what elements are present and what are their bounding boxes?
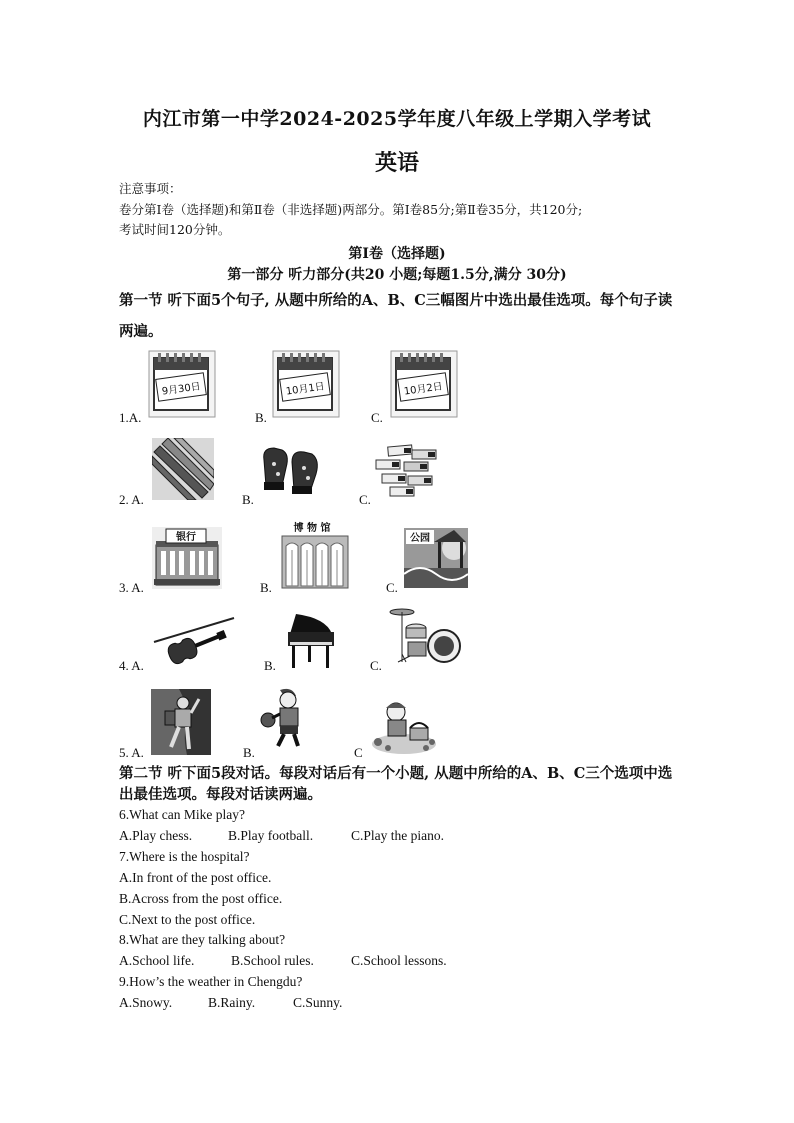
q4-label-b: B. (264, 658, 276, 673)
notes-heading: 注意事项： (119, 181, 182, 196)
q4-label-a: 4. A. (119, 658, 144, 673)
bank-icon (152, 527, 222, 589)
q6-option-b: B.Play football. (228, 828, 314, 843)
q6-stem: 6.What can Mike play? (119, 807, 245, 822)
bank-sign: 银行 (176, 532, 196, 543)
q2-label-a: 2. A. (119, 492, 144, 507)
calendar-icon (148, 350, 216, 418)
drums-icon (388, 606, 462, 666)
q6-option-a: A.Play chess. (119, 828, 193, 843)
piano-icon (286, 612, 336, 670)
museum-sign: 博 物 馆 (293, 523, 331, 534)
calendar-date-c: 10月2日 (403, 381, 444, 398)
park-icon (404, 528, 468, 588)
q3-label-c: C. (386, 580, 398, 595)
q7-option-b: B.Across from the post office. (119, 891, 283, 906)
q8-option-a: A.School life. (119, 953, 195, 968)
q9-option-b: B.Rainy. (208, 995, 256, 1010)
park-sign: 公园 (410, 533, 430, 544)
calendar-date-b: 10月1日 (285, 381, 326, 398)
q7-stem: 7.Where is the hospital? (119, 849, 250, 864)
q3-label-a: 3. A. (119, 580, 144, 595)
q5-label-b: B. (243, 745, 255, 760)
q5-label-a: 5. A. (119, 745, 144, 760)
q1-label-c: C. (371, 410, 383, 425)
q2-label-c: C. (359, 492, 371, 507)
q8-stem: 8.What are they talking about? (119, 932, 286, 947)
q4-label-c: C. (370, 658, 382, 673)
q1-label-b: B. (255, 410, 267, 425)
q7-option-a: A.In front of the post office. (119, 870, 272, 885)
q8-option-c: C.School lessons. (351, 953, 447, 968)
q6-option-c: C.Play the piano. (351, 828, 444, 843)
picnic-icon (370, 696, 436, 756)
notes-line-2: 考试时间120分钟。 (119, 222, 231, 237)
q7-option-c: C.Next to the post office. (119, 912, 256, 927)
climbing-icon (151, 689, 211, 755)
exam-title: 内江市第一中学2024-2025学年度八年级上学期入学考试 (142, 108, 652, 130)
mittens-icon (258, 442, 328, 498)
q5-label-c: C (354, 745, 363, 760)
notes-line-1: 卷分第Ⅰ卷（选择题)和第Ⅱ卷（非选择题)两部分。第Ⅰ卷85分;第Ⅱ卷35分，共120分; (119, 202, 583, 217)
violin-icon (150, 612, 236, 670)
q9-option-c: C.Sunny. (293, 995, 343, 1010)
calendar-icon (272, 350, 340, 418)
q2-label-b: B. (242, 492, 254, 507)
section-2-instructions: 第二节 听下面5段对话。每段对话后有一个小题, 从题中所给的A、B、C三个选项中选出最佳选项。每段对话读两遍。 (119, 765, 673, 803)
q3-label-b: B. (260, 580, 272, 595)
q1-label-a: 1.A. (119, 410, 142, 425)
q9-stem: 9.How’s the weather in Chengdu? (119, 974, 303, 989)
museum-icon (280, 520, 350, 590)
q8-option-b: B.School rules. (231, 953, 314, 968)
volume-heading: 第Ⅰ卷（选择题) (348, 246, 446, 262)
subject-title: 英语 (374, 151, 419, 176)
calendar-icon (390, 350, 458, 418)
listening-heading: 第一部分 听力部分(共20 小题;每题1.5分,满分 30分) (227, 267, 567, 283)
q9-option-a: A.Snowy. (119, 995, 173, 1010)
section-1-instructions: 第一节 听下面5个句子, 从题中所给的A、B、C三幅图片中选出最佳选项。每个句子读两遍。 (119, 292, 673, 340)
crayons-icon (152, 438, 214, 500)
calendar-date-a: 9月30日 (161, 381, 202, 398)
erasers-icon (374, 444, 440, 498)
basketball-icon (258, 686, 308, 750)
